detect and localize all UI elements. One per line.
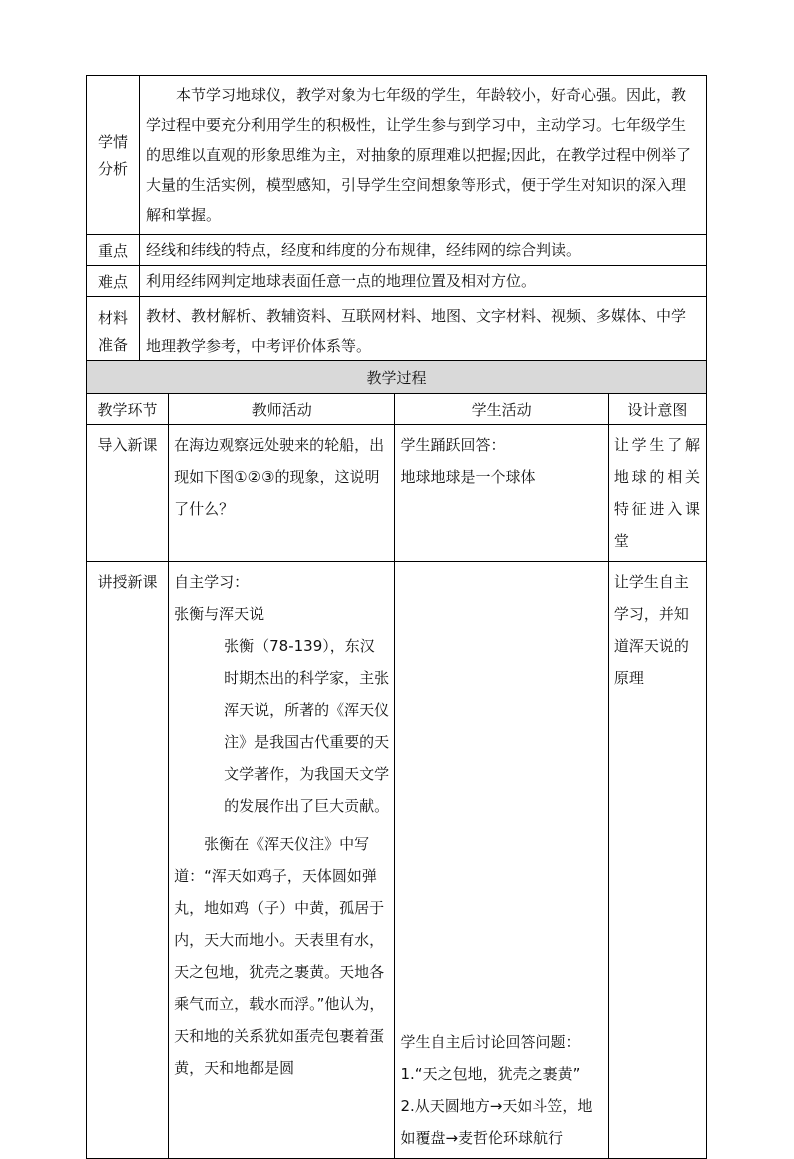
materials-text: 教材、教材解析、教辅资料、互联网材料、地图、文字材料、视频、多媒体、中学地理教学参考，中考评价体系等。 xyxy=(140,297,707,366)
intro-student-line: 学生踊跃回答： xyxy=(400,436,506,454)
process-title: 教学过程 xyxy=(87,361,707,394)
analysis-row xyxy=(87,76,707,235)
process-header-row xyxy=(87,394,707,425)
lecture-row xyxy=(87,562,707,1159)
header-stage: 教学环节 xyxy=(87,394,169,425)
lecture-teacher-para-2: 张衡在《浑天仪注》中写道：“浑天如鸡子，天体圆如弹丸，地如鸡（子）中黄，孤居于内，天大而地小。天表里有水，天之包地，犹壳之裹黄。天地各乘气而立，载水而浮。”他认为，天和地的关系犹如蛋壳包裹着蛋黄，天和地都是圆 xyxy=(174,835,385,1077)
header-teacher: 教师活动 xyxy=(169,394,395,425)
analysis-label: 学情 分析 xyxy=(87,76,140,235)
lecture-intent: 让学生自主学习，并知道浑天说的原理 xyxy=(608,562,706,1159)
intro-teacher: 在海边观察远处驶来的轮船，出现如下图①②③的现象，这说明了什么？ xyxy=(169,425,395,562)
intro-student-line: 地球地球是一个球体 xyxy=(400,468,536,486)
key-points-text: 经线和纬线的特点，经度和纬度的分布规律，经纬网的综合判读。 xyxy=(140,235,707,266)
header-intent: 设计意图 xyxy=(608,394,706,425)
key-points-row xyxy=(87,235,707,266)
lecture-teacher-line: 张衡与浑天说 xyxy=(174,605,265,623)
lecture-teacher-para-1: 张衡（78-139），东汉时期杰出的科学家，主张浑天说，所著的《浑天仪注》是我国古代重要的天文学著作，为我国天文学的发展作出了巨大贡献。 xyxy=(224,637,390,815)
intro-row xyxy=(87,425,707,562)
materials-label: 材料 准备 xyxy=(87,297,140,366)
lecture-student xyxy=(395,562,608,1159)
key-points-label: 重点 xyxy=(87,235,140,266)
process-title-row xyxy=(87,361,707,394)
intro-stage: 导入新课 xyxy=(87,425,169,562)
lecture-teacher-line: 自主学习： xyxy=(174,573,250,591)
intro-student xyxy=(395,425,608,562)
info-table xyxy=(86,75,707,366)
materials-row xyxy=(87,297,707,366)
lecture-teacher xyxy=(169,562,395,1159)
analysis-text: 本节学习地球仪，教学对象为七年级的学生，年龄较小，好奇心强。因此，教学过程中要充分利用学生的积极性，让学生参与到学习中，主动学习。七年级学生的思维以直观的形象思维为主，对抽象的原理难以把握;因此，在教学过程中例举了大量的生活实例，模型感知，引导学生空间想象等形式，便于学生对知识的深入理解和掌握。 xyxy=(140,76,707,235)
process-table xyxy=(86,360,707,1159)
lecture-stage: 讲授新课 xyxy=(87,562,169,1159)
difficulty-row xyxy=(87,266,707,297)
difficulty-label: 难点 xyxy=(87,266,140,297)
intro-intent: 让学生了解地球的相关特征进入课堂 xyxy=(608,425,706,562)
difficulty-text: 利用经纬网判定地球表面任意一点的地理位置及相对方位。 xyxy=(140,266,707,297)
lecture-student-line: 学生自主后讨论回答问题： xyxy=(400,1033,581,1051)
header-student: 学生活动 xyxy=(395,394,608,425)
lecture-student-line: 2.从天圆地方→天如斗笠，地如覆盘→麦哲伦环球航行 xyxy=(400,1097,593,1147)
lecture-student-line: 1.“天之包地，犹壳之裹黄” xyxy=(400,1065,581,1083)
